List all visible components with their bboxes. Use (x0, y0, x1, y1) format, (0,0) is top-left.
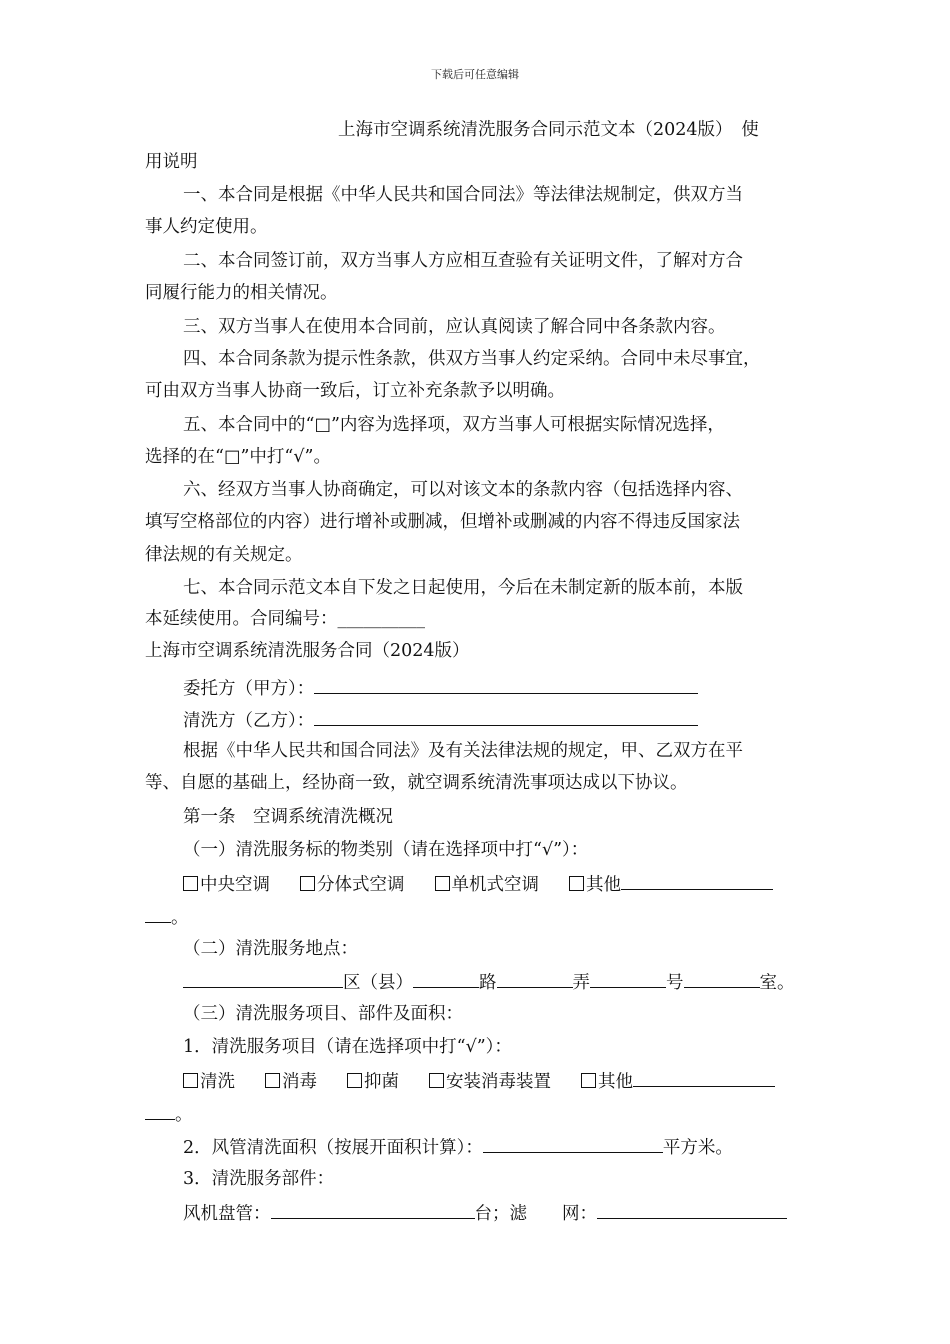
option-other: 其他 (586, 875, 621, 895)
checkbox-clean[interactable] (183, 1073, 198, 1088)
option-install-device: 安装消毒装置 (446, 1072, 551, 1092)
option-central-ac: 中央空调 (200, 875, 270, 895)
fan-coil-field[interactable] (271, 1200, 475, 1219)
item-7-line-2: 本延续使用。合同编号：__________ (145, 609, 425, 629)
item-5-line-2: 选择的在“□”中打“√”。 (145, 447, 331, 467)
option-clean: 清洗 (200, 1072, 235, 1092)
checkbox-other[interactable] (569, 876, 584, 891)
other-service-field[interactable] (633, 1068, 775, 1087)
duct-area-field[interactable] (483, 1134, 663, 1153)
duct-area-label: 2．风管清洗面积（按展开面积计算）： (183, 1138, 483, 1158)
fan-coil-unit: 台；滤 网： (474, 1204, 597, 1224)
doc-title: 上海市空调系统清洗服务合同示范文本（2024版） 使 (338, 120, 759, 140)
lane-field[interactable] (497, 969, 573, 988)
road-field[interactable] (413, 969, 479, 988)
checkbox-antibacterial[interactable] (347, 1073, 362, 1088)
other-field-cont[interactable] (145, 904, 171, 923)
checkbox-other-service[interactable] (581, 1073, 596, 1088)
item-7-line-1: 七、本合同示范文本自下发之日起使用，今后在未制定新的版本前，本版 (183, 578, 743, 598)
option-split-ac: 分体式空调 (317, 875, 405, 895)
section-3-heading: （三）清洗服务项目、部件及面积： (183, 1004, 463, 1024)
section-3-1-period: 。 (175, 1105, 193, 1125)
section-3-3-heading: 3．清洗服务部件： (183, 1169, 335, 1189)
page-header: 下载后可任意编辑 (431, 68, 519, 81)
other-service-field-cont[interactable] (145, 1101, 175, 1120)
party-a-label: 委托方（甲方）： (183, 679, 315, 699)
fan-coil-label: 风机盘管： (183, 1204, 271, 1224)
item-5-line-1: 五、本合同中的“□”内容为选择项，双方当事人可根据实际情况选择， (183, 415, 725, 435)
section-1-tail (145, 904, 189, 930)
party-a-field[interactable] (314, 675, 698, 694)
preamble-line-2: 等、自愿的基础上，经协商一致，就空调系统清洗事项达成以下协议。 (145, 773, 688, 793)
item-2-line-2: 同履行能力的相关情况。 (145, 283, 338, 303)
item-6-line-3: 律法规的有关规定。 (145, 545, 303, 565)
section-3-1-heading: 1．清洗服务项目（请在选择项中打“√”）： (183, 1037, 512, 1057)
item-1-line-1: 一、本合同是根据《中华人民共和国合同法》等法律法规制定，供双方当 (183, 185, 743, 205)
preamble-line-1: 根据《中华人民共和国合同法》及有关法律法规的规定，甲、乙双方在平 (183, 741, 743, 761)
duct-area-unit: 平方米。 (662, 1138, 733, 1158)
item-1-line-2: 事人约定使用。 (145, 217, 268, 237)
room-field[interactable] (684, 969, 760, 988)
item-4-line-2: 可由双方当事人协商一致后，订立补充条款予以明确。 (145, 381, 565, 401)
duct-area-row (183, 1134, 733, 1160)
checkbox-unit-ac[interactable] (435, 876, 450, 891)
section-3-1-options (183, 1068, 775, 1094)
checkbox-install-device[interactable] (429, 1073, 444, 1088)
item-6-line-1: 六、经双方当事人协商确定，可以对该文本的条款内容（包括选择内容、 (183, 480, 743, 500)
lane-label: 弄 (572, 973, 590, 993)
filter-field[interactable] (597, 1200, 787, 1219)
checkbox-disinfect[interactable] (265, 1073, 280, 1088)
item-2-line-1: 二、本合同签订前，双方当事人方应相互查验有关证明文件，了解对方合 (183, 251, 743, 271)
section-1-options (183, 871, 773, 897)
doc-title-cont: 用说明 (145, 152, 198, 172)
option-disinfect: 消毒 (282, 1072, 317, 1092)
item-6-line-2: 填写空格部位的内容）进行增补或删减，但增补或删减的内容不得违反国家法 (145, 512, 740, 532)
item-3-line-1: 三、双方当事人在使用本合同前，应认真阅读了解合同中各条款内容。 (183, 317, 726, 337)
address-row (183, 969, 795, 995)
parts-row (183, 1200, 787, 1226)
option-other-service: 其他 (598, 1072, 633, 1092)
checkbox-central-ac[interactable] (183, 876, 198, 891)
option-unit-ac: 单机式空调 (451, 875, 539, 895)
room-label: 室。 (759, 973, 795, 993)
contract-title: 上海市空调系统清洗服务合同（2024版） (145, 641, 470, 661)
section-1-heading: （一）清洗服务标的物类别（请在选择项中打“√”）： (183, 840, 589, 860)
checkbox-split-ac[interactable] (300, 876, 315, 891)
road-label: 路 (479, 973, 497, 993)
district-label: 区（县） (343, 973, 413, 993)
party-a-row (183, 675, 698, 701)
district-field[interactable] (183, 969, 343, 988)
option-antibacterial: 抑菌 (364, 1072, 399, 1092)
section-2-heading: （二）清洗服务地点： (183, 939, 358, 959)
article-1-heading: 第一条 空调系统清洗概况 (183, 807, 393, 827)
section-3-1-tail (145, 1101, 193, 1127)
party-b-field[interactable] (314, 707, 698, 726)
other-field[interactable] (621, 871, 773, 890)
section-1-period: 。 (171, 908, 189, 928)
item-4-line-1: 四、本合同条款为提示性条款，供双方当事人约定采纳。合同中未尽事宜， (183, 349, 761, 369)
party-b-row (183, 707, 698, 733)
number-label: 号 (666, 973, 684, 993)
party-b-label: 清洗方（乙方）： (183, 711, 315, 731)
number-field[interactable] (590, 969, 666, 988)
